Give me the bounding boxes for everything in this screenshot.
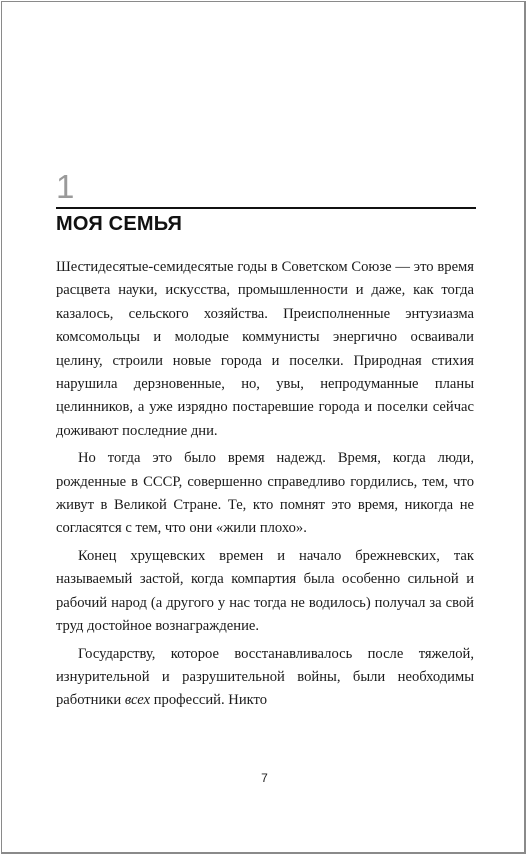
paragraph-3: Конец хрущевских времен и начало брежневских, так называемый застой, когда компартия была особенно сильной и рабочий народ (а другого у нас тогда не водилось) получал за свой труд достойное вознаграждение. bbox=[56, 547, 474, 635]
paragraph-4 bbox=[56, 643, 474, 713]
paragraph-4-end: профессий. Никто bbox=[150, 692, 268, 709]
body-text bbox=[56, 256, 474, 713]
chapter-number: 1 bbox=[56, 168, 75, 205]
page-number: 7 bbox=[261, 771, 268, 785]
paragraph-1: Шестидесятые-семидесятые годы в Советском Союзе — это время расцвета науки, искусства, промышленности и даже, как тогда казалось, сельского хозяйства. Преисполненные энтузиазма комсомольцы и молодые коммунисты энергично осваивали целину, строили новые города и поселки. Природная стихия нарушила дерзновенные, но, увы, непродуманные планы целинников, а уже изрядно постаревшие города и поселки сейчас доживают последние дни. bbox=[56, 259, 474, 439]
paragraph-2: Но тогда это было время надежд. Время, когда люди, рожденные в СССР, совершенно справедливо гордились, тем, что живут в Великой Стране. Те, кто помнят это время, никогда не согласятся с тем, что они «жили плохо». bbox=[56, 450, 474, 537]
paragraph-4-start: Государству, которое восстанавливалось после тяжелой, изнурительной и разрушительной войны, были необходимы работники bbox=[56, 645, 474, 709]
paragraph-4-emphasis: всех bbox=[124, 692, 151, 709]
chapter-title: МОЯ СЕМЬЯ bbox=[56, 207, 476, 239]
